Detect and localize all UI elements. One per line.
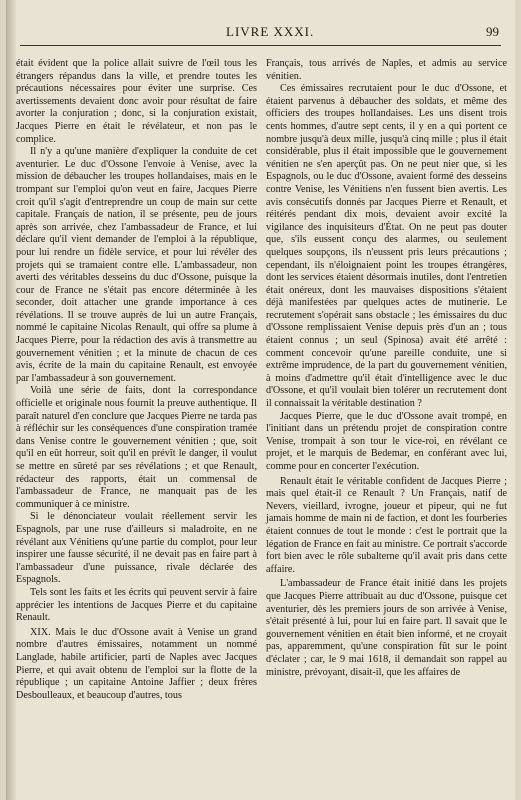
header-title: LIVRE XXXI.	[226, 24, 315, 39]
paragraph: Voilà une série de faits, dont la correspondance officielle et originale nous fournit la preuve authentique. Il paraît naturel d'en conclure que Jacques Pierre ne tarda pas à réfléchir sur les conséquences d'une conspiration tramée dans Venise contre le gouvernement vénitien ; que, soit qu'il en eût horreur, soit qu'il en prévît le danger, il voulut se mettre en sûreté par ses révélations ; et que Renault, rédacteur des rapports, était un commensal de l'ambassadeur de France, ne manquait pas de les communiquer à ce ministre.	[16, 385, 257, 510]
header-rule	[20, 45, 501, 46]
running-header	[6, 24, 515, 40]
paragraph: Jacques Pierre, que le duc d'Ossone avait trompé, en l'initiant dans un prétendu projet de conspiration contre Venise, trompait à son tour le vice-roi, en révélant ce projet, et le marquis de Bedemar, en conférant avec lui, comme pour en concerter l'exécution.	[266, 410, 507, 472]
paragraph: était évident que la police allait suivre de l'œil tous les étrangers répandus dans la ville, et prendre toutes les précautions nécessaires pour éviter une surprise. Ces avertissements devaient donc avoir pour résultat de faire avorter la conjuration ; donc, si la conjuration existait, Jacques Pierre en était le révélateur, et non pas le complice.	[16, 58, 257, 145]
page-number: 99	[486, 24, 499, 39]
book-page	[6, 0, 515, 800]
paragraph: L'ambassadeur de France était initié dans les projets que Jacques Pierre attribuait au duc d'Ossone, puisque cet aventurier, dès les premiers jours de son arrivée à Venise, s'était présenté à lui, pour lui en faire part. Il savait que le gouvernement vénitien en était bien informé, et ne croyait pas, apparemment, qu'une conspiration fût sur le point d'éclater ; car, le 9 mai 1618, il demandait son rappel au ministre, prévoyant, disait-il, que les affaires de	[266, 578, 507, 678]
paragraph: Tels sont les faits et les écrits qui peuvent servir à faire apprécier les intentions de Jacques Pierre et du capitaine Renault.	[16, 586, 257, 624]
left-column	[16, 58, 257, 702]
right-column	[266, 58, 507, 679]
paragraph: Il n'y a qu'une manière d'expliquer la conduite de cet aventurier. Le duc d'Ossone l'envoie à Venise, avec la mission de débaucher les troupes hollandaises, mais en le trompant sur l'emploi qu'on veut en faire, Jacques Pierre croit qu'il s'agit d'entreprendre un coup de main sur cette capitale. Français de nation, il se présente, peu de jours après son arrivée, chez l'ambassadeur de France, et lui déclare qu'il vient demander de l'emploi à la république, pour lui rendre un fidèle service, et pour lui révéler des projets qui se tramaient contre elle. L'ambassadeur, non averti des véritables desseins du duc d'Ossone, puisque la cour de France ne s'était pas encore déterminée à les seconder, doit attacher une grande importance à ces révélations. Il se trouve auprès de lui un autre Français, nommé le capitaine Nicolas Renault, qui offre sa plume à Jacques Pierre, pour la rédaction des avis à transmettre au gouvernement vénitien ; et la minute de chacun de ces avis, écrite de la main du capitaine Renault, est envoyée par l'ambassadeur à son gouvernement.	[16, 146, 257, 384]
paragraph: XIX. Mais le duc d'Ossone avait à Venise un grand nombre d'autres émissaires, notamment un nommé Langlade, habile artificier, parti de Naples avec Jacques Pierre, et qui avait obtenu de l'emploi sur la flotte de la république ; un capitaine Antoine Jaffier ; deux frères Desboulleaux, et beaucoup d'autres, tous	[16, 626, 257, 701]
paragraph: Ces émissaires recrutaient pour le duc d'Ossone, et étaient parvenus à débaucher des soldats, et même des officiers des troupes hollandaises. Les uns disent trois cents hommes, d'autre sept cents, il y en a qui portent ce nombre jusqu'à deux mille, jusqu'à cinq mille ; plus il était considérable, plus il était impossible que le gouvernement vénitien ne s'en aperçût pas. On ne peut nier que, si les Espagnols, ou le duc d'Ossone, avaient formé des desseins contre Venise, les Vénitiens n'en fussent bien avertis. Les avis consécutifs donnés par Jacques Pierre et Renault, et réitérés pendant dix mois, devaient avoir excité la vigilance des inquisiteurs d'État. On ne peut pas douter que, s'ils eussent conçu des alarmes, ou seulement quelques soupçons, ils n'eussent pris leurs précautions ; cependant, ils n'éloignaient point les troupes étrangères, dont les services étaient désormais inutiles, dont l'entretien était onéreux, dont les mauvaises dispositions s'étaient déjà manifestées par quelques actes de mutinerie. Le recrutement s'opérait sans obstacle ; les émissaires du duc d'Ossone remplissaient Venise depuis près d'un an ; tous étaient connus ; un seul (Spinosa) avait été arrêté : comment concevoir qu'une pareille conduite, une si extrême imprudence, de la part du gouvernement vénitien, à moins d'admettre qu'il était d'intelligence avec le duc d'Ossone, et qu'il voulait bien tolérer un recrutement dont il connaissait la véritable destination ?	[266, 83, 507, 410]
page-gutter	[6, 0, 16, 800]
paragraph: Renault était le véritable confident de Jacques Pierre ; mais quel était-il ce Renault ? Un Français, natif de Nevers, vieillard, ivrogne, joueur et pipeur, qui ne fut jamais homme de main ni de faction, et dont les fourberies étaient connues de tout le monde : c'est le portrait que la légation de France en fait au ministre. Ce portrait s'accorde fort bien avec le rôle subalterne qu'il avait pris dans cette affaire.	[266, 475, 507, 575]
paragraph: Si le dénonciateur voulait réellement servir les Espagnols, par une ruse d'ailleurs si maladroite, en ne révélant aux Vénitiens qu'une partie du complot, pour leur inspirer une fausse sécurité, il ne devait pas en faire part à l'ambassadeur d'une puissance, rivale déclarée des Espagnols.	[16, 511, 257, 586]
paragraph: Français, tous arrivés de Naples, et admis au service vénitien.	[266, 58, 507, 82]
